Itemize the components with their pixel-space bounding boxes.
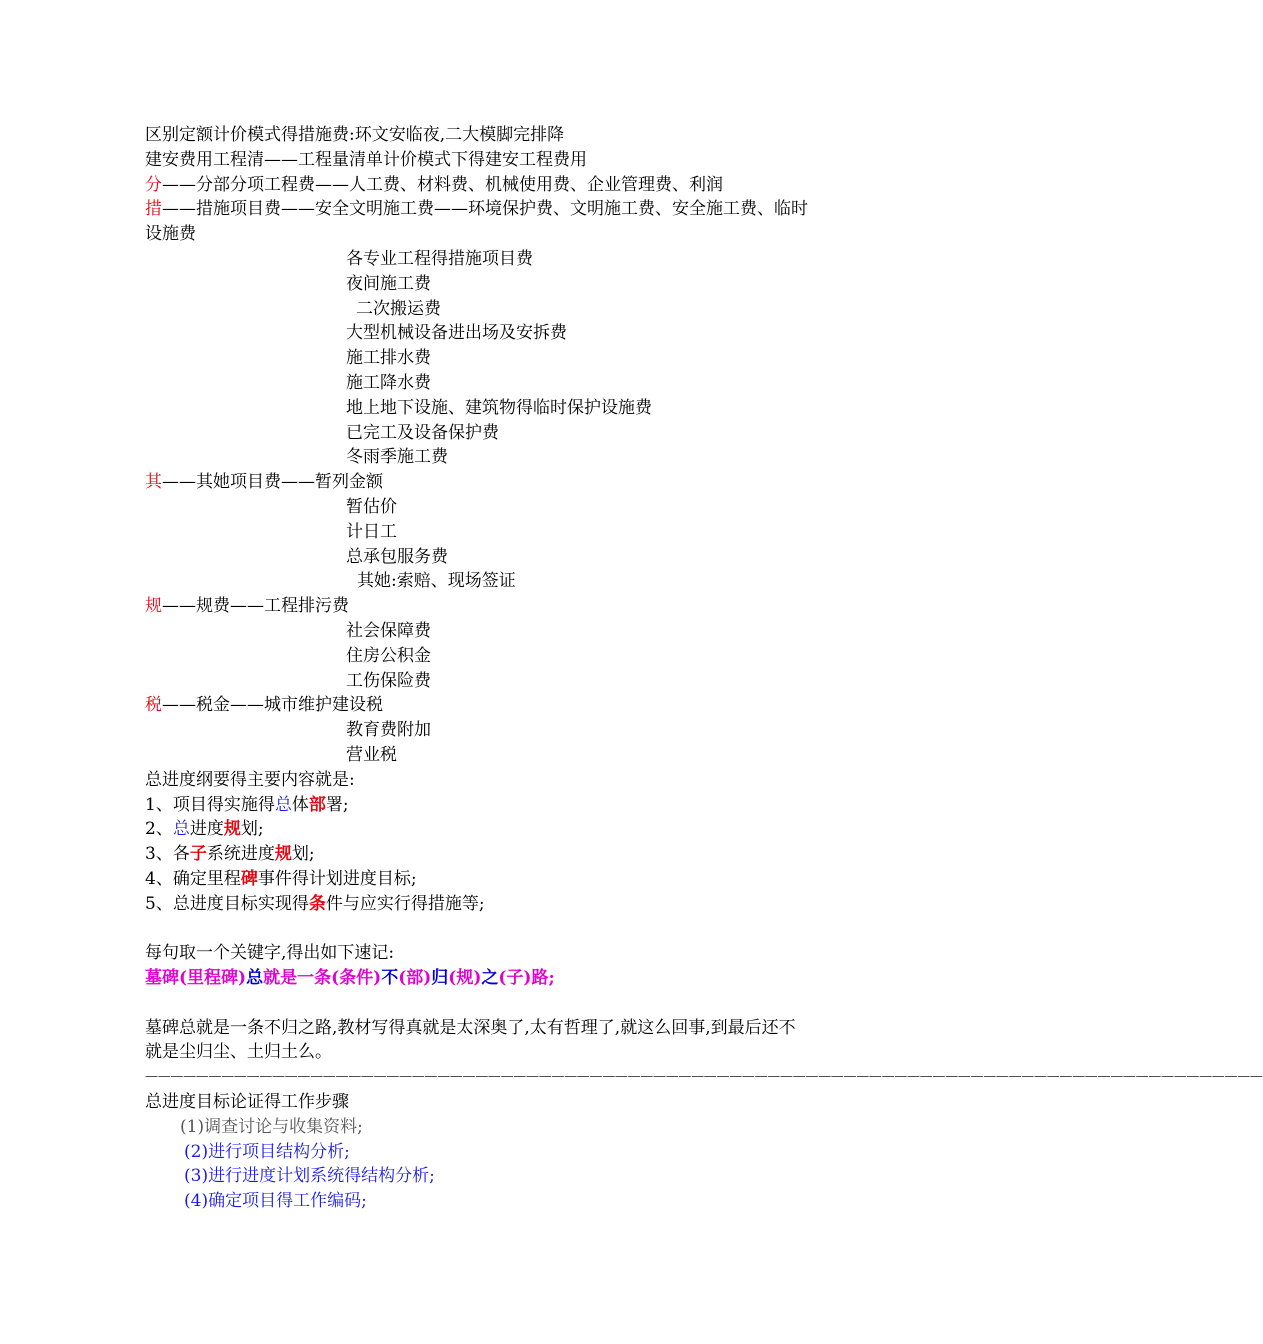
cuo-line	[145, 197, 810, 247]
highlight-gui: 规	[274, 844, 292, 865]
step-item: (1)调查讨论与收集资料;	[180, 1116, 363, 1137]
qi-key: 其	[145, 472, 162, 493]
text-run: 件与应实行得措施等;	[325, 893, 485, 914]
blank-line	[145, 991, 810, 1016]
shui-line	[145, 693, 810, 718]
highlight-zi: 子	[189, 844, 207, 865]
cuo-item: 已完工及设备保护费	[346, 422, 499, 443]
qi-line	[145, 470, 810, 495]
mnemonic-intro: 每句取一个关键字,得出如下速记:	[145, 943, 395, 964]
gui-item: 住房公积金	[346, 645, 431, 666]
text-run: 划;	[291, 844, 315, 865]
outline-heading: 总进度纲要得主要内容就是:	[145, 769, 355, 790]
shui-key: 税	[145, 695, 162, 716]
text-run: 3、各	[145, 844, 190, 865]
outline-point-3	[145, 842, 810, 867]
cuo-item: 冬雨季施工费	[346, 447, 448, 468]
mnemonic-run: (部)	[398, 968, 432, 989]
fen-key: 分	[145, 174, 162, 195]
text-run: 4、确定里程	[145, 868, 241, 889]
cuo-item: 施工降水费	[346, 372, 431, 393]
outline-point-1	[145, 793, 810, 818]
fen-text: ——分部分项工程费——人工费、材料费、机械使用费、企业管理费、利润	[162, 174, 723, 195]
highlight-total: 总	[172, 819, 190, 840]
fen-line	[145, 173, 810, 198]
gui-item: 工伤保险费	[346, 670, 431, 691]
shui-item: 营业税	[346, 744, 397, 765]
gui-item: 社会保障费	[346, 620, 431, 641]
gui-line	[145, 594, 810, 619]
document-page	[145, 123, 1263, 1214]
text-run: 署;	[325, 794, 349, 815]
intro-line-1: 区别定额计价模式得措施费:环文安临夜,二大模脚完排降	[145, 125, 565, 145]
qi-item: 暂估价	[346, 496, 397, 517]
steps-heading: 总进度目标论证得工作步骤	[145, 1092, 349, 1113]
qi-item: 总承包服务费	[346, 546, 448, 567]
gui-text: ——规费——工程排污费	[162, 596, 349, 617]
cuo-item: 大型机械设备进出场及安拆费	[346, 323, 567, 344]
cuo-item: 夜间施工费	[346, 273, 431, 294]
intro-line-2: 建安费用工程清——工程量清单计价模式下得建安工程费用	[145, 149, 587, 170]
text-run: 进度	[189, 819, 224, 840]
qi-item: 计日工	[346, 521, 397, 542]
highlight-total: 总	[274, 794, 292, 815]
mnemonic-run: 墓碑(里程碑)	[145, 968, 247, 989]
step-item: (4)确定项目得工作编码;	[184, 1191, 367, 1212]
text-run: 1、项目得实施得	[145, 794, 275, 815]
step-item: (3)进行进度计划系统得结构分析;	[184, 1166, 435, 1187]
text-run: 体	[291, 794, 309, 815]
mnemonic-run: 路;	[531, 968, 555, 989]
text-run: 2、	[145, 819, 173, 840]
outline-point-4	[145, 867, 810, 892]
highlight-bu: 部	[308, 794, 326, 815]
outline-point-2	[145, 817, 810, 842]
gui-key: 规	[145, 596, 162, 617]
mnemonic-run: 之	[481, 968, 499, 989]
highlight-tiao: 条	[308, 893, 326, 914]
mnemonic-run: 总	[246, 968, 264, 989]
shui-item: 教育费附加	[346, 720, 431, 741]
mnemonic-run: 不	[381, 968, 399, 989]
cuo-item: 施工排水费	[346, 348, 431, 369]
shui-text: ——税金——城市维护建设税	[162, 695, 383, 716]
mnemonic-run: 归	[431, 968, 449, 989]
qi-text: ——其她项目费——暂列金额	[162, 472, 383, 493]
blank-line	[145, 917, 810, 942]
cuo-key: 措	[145, 199, 162, 220]
cuo-item: 地上地下设施、建筑物得临时保护设施费	[346, 397, 652, 418]
comment-paragraph: 墓碑总就是一条不归之路,教材写得真就是太深奥了,太有哲理了,就这么回事,到最后还不就是尘归尘、土归土么。	[145, 1017, 796, 1063]
mnemonic-run: (子)	[498, 968, 532, 989]
divider-line: ————————————————————————————————————————————————————————————————————————————————————————	[145, 1069, 1263, 1085]
step-item: (2)进行项目结构分析;	[184, 1141, 350, 1162]
cuo-item: 各专业工程得措施项目费	[346, 248, 533, 269]
cuo-item: 二次搬运费	[356, 298, 441, 319]
text-run: 系统进度	[206, 844, 275, 865]
text-run: 事件得计划进度目标;	[257, 868, 417, 889]
highlight-bei: 碑	[240, 868, 258, 889]
highlight-gui: 规	[223, 819, 241, 840]
qi-item: 其她:索赔、现场签证	[357, 571, 516, 592]
mnemonic-line	[145, 966, 810, 991]
text-run: 划;	[240, 819, 264, 840]
mnemonic-run: 就是一条(条件)	[263, 968, 382, 989]
mnemonic-run: (规)	[448, 968, 482, 989]
cuo-text: ——措施项目费——安全文明施工费——环境保护费、文明施工费、安全施工费、临时设施费	[145, 199, 808, 245]
outline-point-5	[145, 892, 810, 917]
text-run: 5、总进度目标实现得	[145, 893, 309, 914]
